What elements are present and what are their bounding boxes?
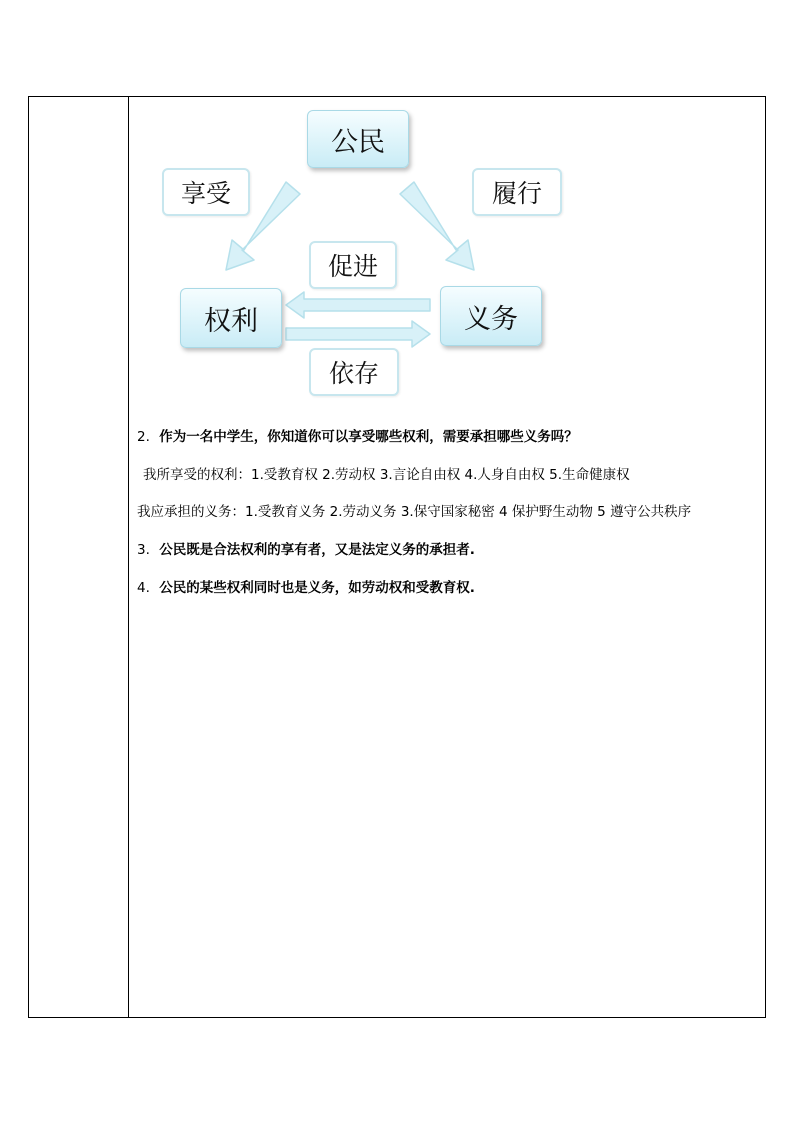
statement-4-text: 公民的某些权利同时也是义务，如劳动权和受教育权.	[159, 580, 475, 596]
question-2	[137, 425, 578, 445]
text-block	[137, 0, 757, 1123]
statement-4-number: 4.	[137, 580, 150, 596]
label-promote-text: 促进	[327, 252, 378, 281]
statement-3-number: 3.	[137, 542, 150, 558]
duties-list: 我应承担的义务：1.受教育义务 2.劳动义务 3.保守国家秘密 4 保护野生动物 5 遵守公共秩序	[137, 504, 692, 520]
node-citizen-label: 公民	[331, 126, 385, 158]
question-2-number: 2.	[137, 429, 150, 445]
label-enjoy-text: 享受	[180, 179, 231, 208]
question-2-text: 作为一名中学生，你知道你可以享受哪些权利，需要承担哪些义务吗？	[159, 429, 578, 445]
rights-list: 我所享受的权利：1.受教育权 2.劳动权 3.言论自由权 4.人身自由权 5.生命健康权	[143, 467, 630, 483]
label-fulfill-text: 履行	[491, 179, 542, 208]
table-column-divider	[128, 96, 129, 1018]
label-depend-text: 依存	[328, 359, 379, 388]
node-duties-label: 义务	[464, 303, 518, 335]
node-rights-label: 权利	[204, 305, 258, 337]
statement-4	[137, 576, 475, 596]
statement-3	[137, 538, 475, 558]
statement-3-text: 公民既是合法权利的享有者，又是法定义务的承担者.	[159, 542, 475, 558]
